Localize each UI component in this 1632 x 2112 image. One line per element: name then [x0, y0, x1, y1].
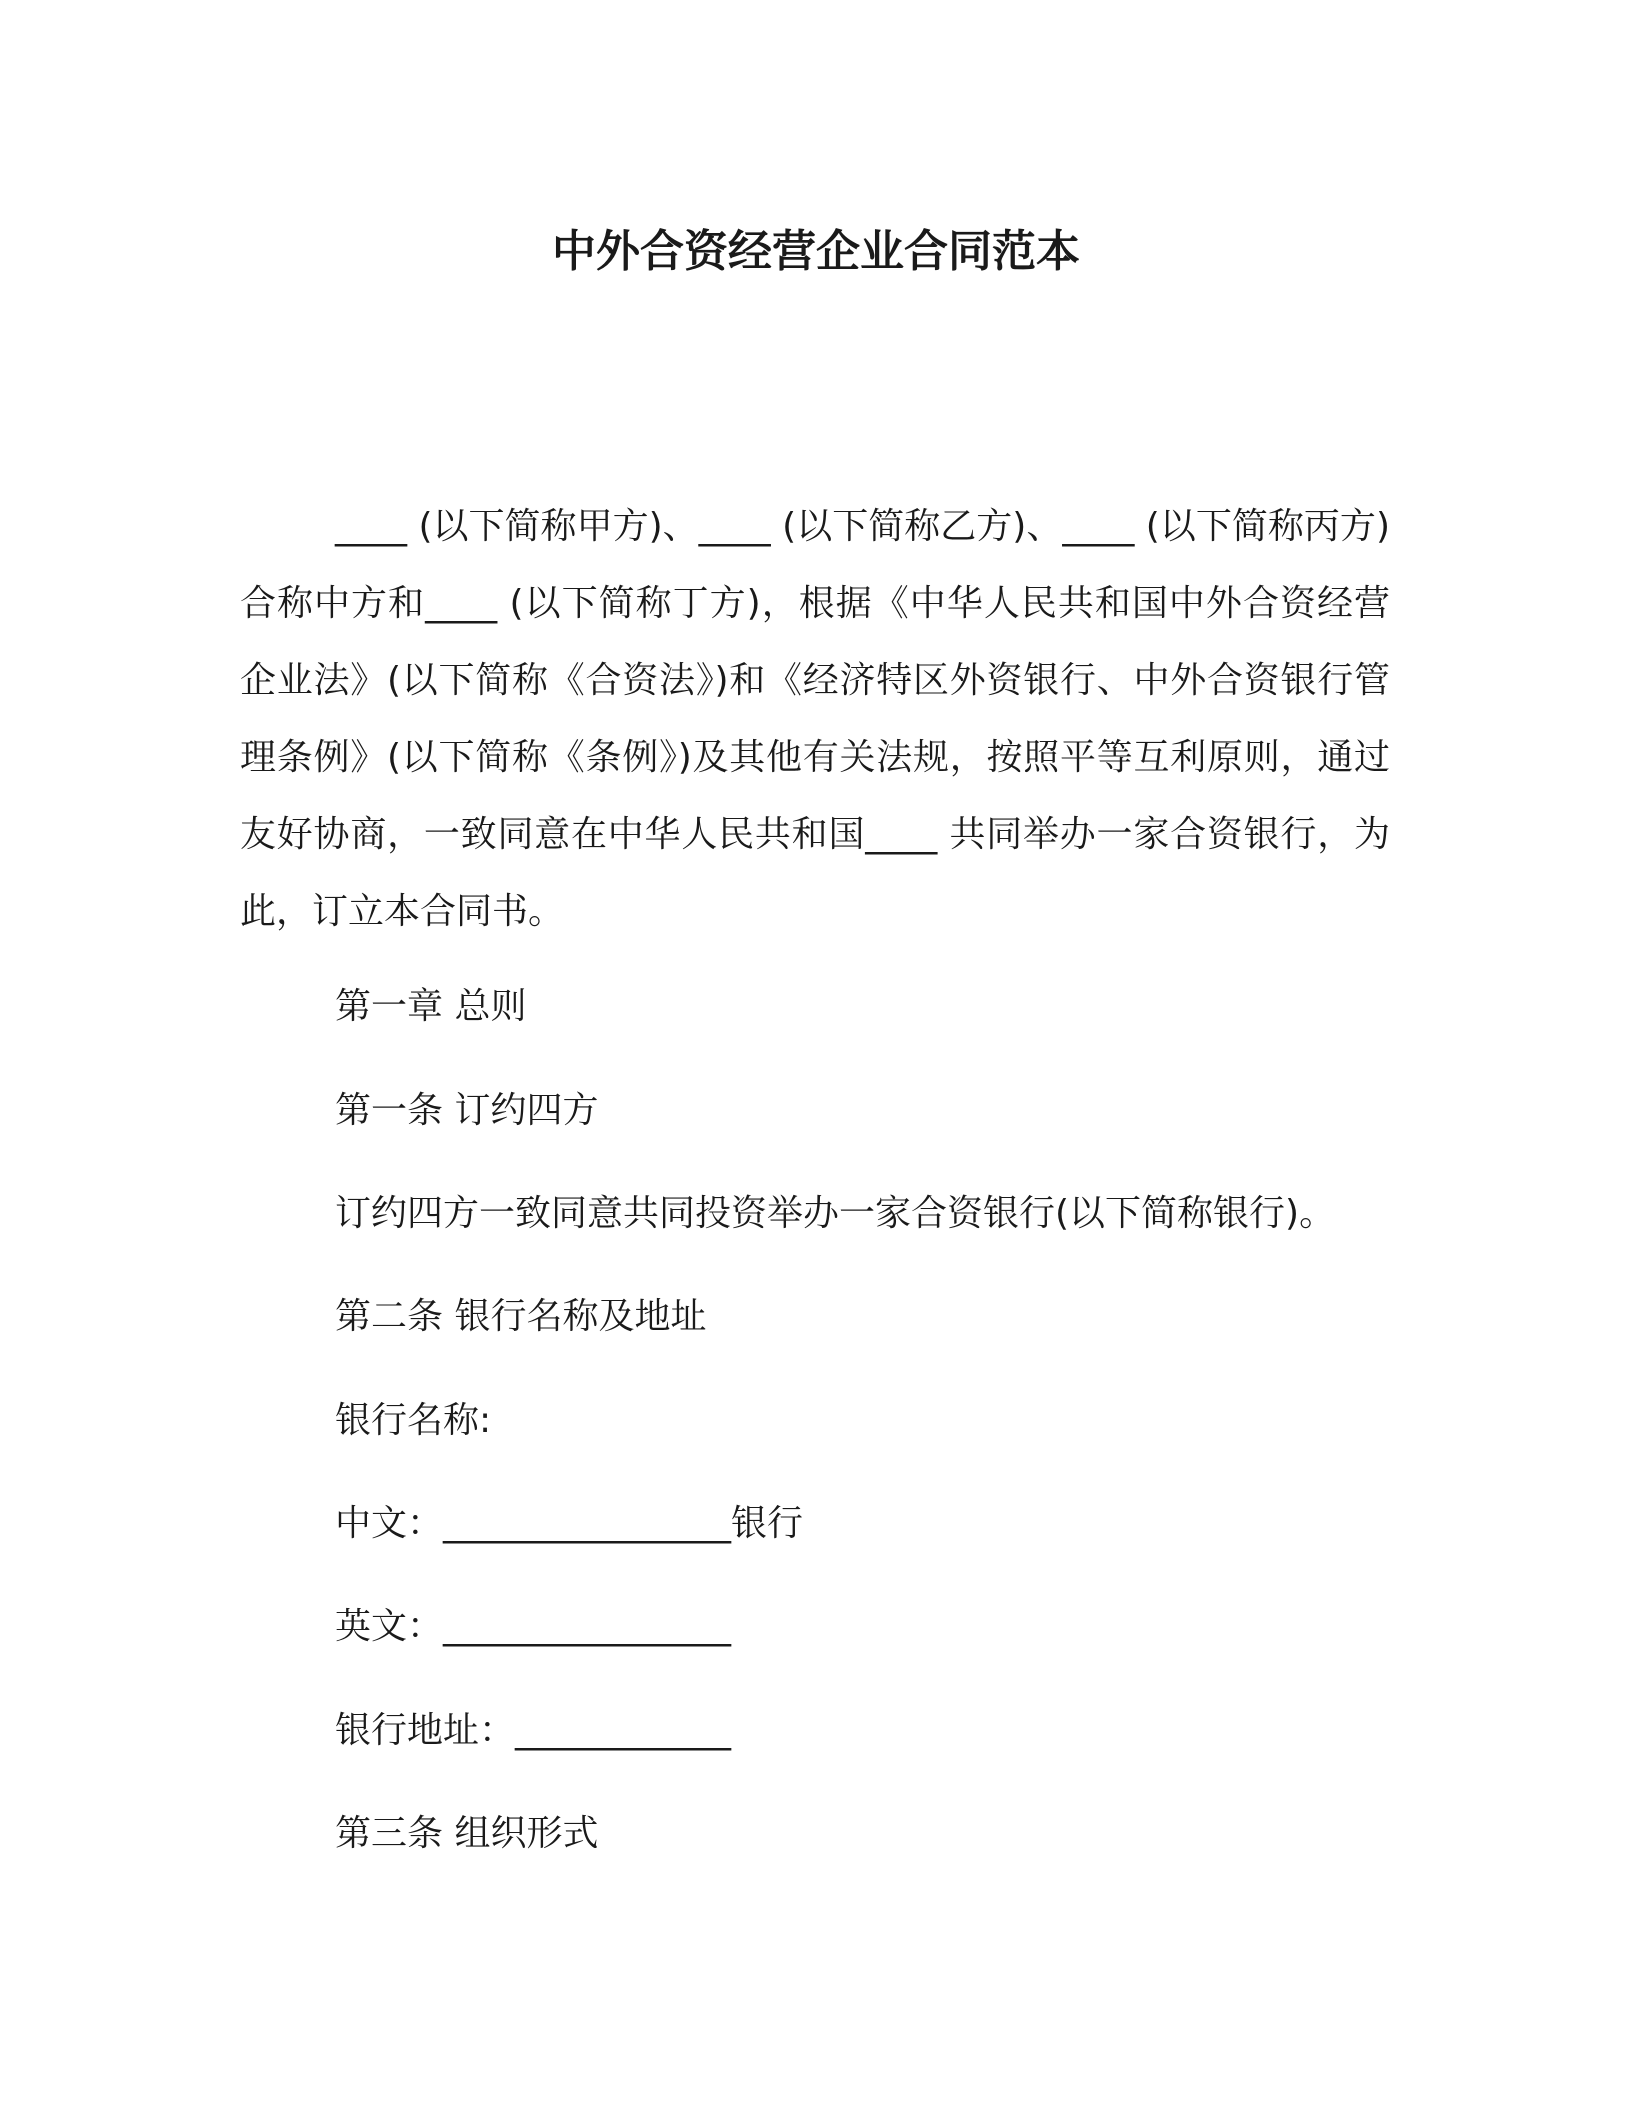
article-body: 订约四方一致同意共同投资举办一家合资银行(以下简称银行)。 [335, 1193, 1336, 1234]
bank-name-label: 银行名称: [335, 1400, 492, 1441]
preamble-paragraph: ____ (以下简称甲方)、____ (以下简称乙方)、____ (以下简称丙方)合称中方和____ (以下简称丁方)，根据《中华人民共和国中外合资经营企业法》(以下简称《合资法》)和《经济特区外资银行、中外合资银行管理条例》(以下简称《条例》)及其他有关法规，按照平等互利原则，通过友好协商，一致同意在中华人民共和国____ 共同举办一家合资银行，为此，订立本合同书。 [240, 506, 1390, 932]
article-heading: 第二条 银行名称及地址 [335, 1296, 707, 1337]
article-heading: 第一条 订约四方 [335, 1090, 599, 1131]
document-title: 中外合资经营企业合同范本 [552, 226, 1080, 277]
english-name-field: 英文：________________ [335, 1606, 732, 1647]
article-heading: 第三条 组织形式 [335, 1813, 599, 1854]
chapter-heading: 第一章 总则 [335, 986, 527, 1027]
bank-address-field: 银行地址：____________ [335, 1710, 732, 1751]
chinese-name-field: 中文：________________银行 [335, 1503, 804, 1544]
